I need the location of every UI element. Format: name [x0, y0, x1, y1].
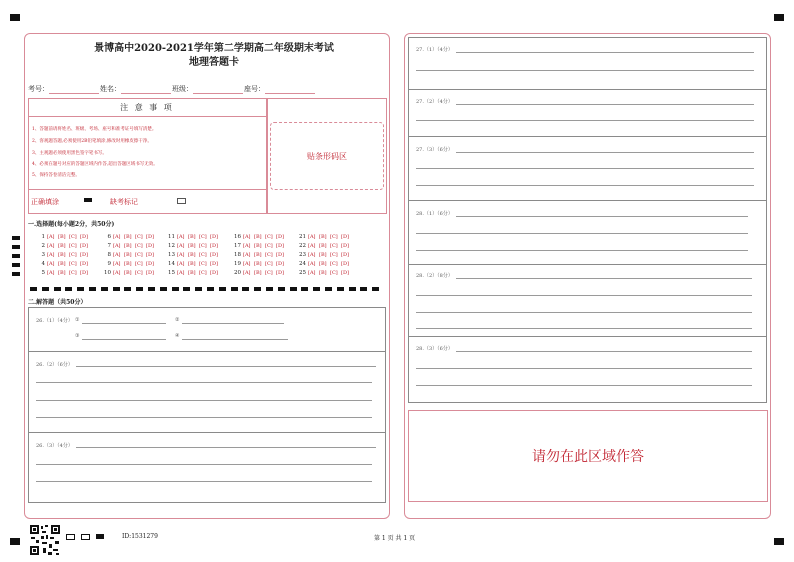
- question-number: 7: [107, 243, 111, 249]
- question-number: 20: [234, 270, 241, 276]
- choice-question: [297, 234, 352, 240]
- class-field[interactable]: 班级：: [172, 84, 243, 94]
- barcode-area: 贴条形码区: [270, 122, 384, 190]
- answer-line[interactable]: [416, 368, 752, 369]
- answer-line[interactable]: [182, 339, 288, 340]
- timing-dash: [360, 287, 367, 291]
- choice-question: [297, 243, 352, 249]
- corner-mark-bottom-right: [774, 538, 784, 545]
- answer-divider: [408, 336, 766, 337]
- choice-question: [297, 270, 352, 276]
- answer-divider: [28, 432, 385, 433]
- timing-dash: [124, 287, 131, 291]
- absent-checkbox[interactable]: [177, 198, 186, 204]
- correct-fill-label: 正确填涂: [31, 198, 59, 206]
- q28-2-label: 28.（2）（8分）: [416, 273, 453, 279]
- answer-line[interactable]: [416, 70, 754, 71]
- answer-divider: [28, 351, 385, 352]
- timing-dash: [313, 287, 320, 291]
- question-number: 3: [41, 252, 45, 258]
- answer-bubble[interactable]: [B]: [124, 270, 132, 276]
- answer-bubble[interactable]: [C]: [135, 270, 143, 276]
- answer-bubble[interactable]: [C]: [265, 261, 273, 267]
- answer-bubble[interactable]: [D]: [210, 270, 218, 276]
- question-number: 23: [299, 252, 306, 258]
- timing-dash: [89, 287, 96, 291]
- choice-question: [102, 270, 157, 276]
- answer-bubble[interactable]: [B]: [254, 234, 262, 240]
- choice-question: [232, 261, 287, 267]
- answer-line[interactable]: [416, 233, 748, 234]
- answer-bubble[interactable]: [B]: [254, 243, 262, 249]
- timing-dash: [183, 287, 190, 291]
- question-number: 13: [168, 252, 175, 258]
- question-number: 2: [41, 243, 45, 249]
- timing-dash: [195, 287, 202, 291]
- answer-bubble[interactable]: [A]: [243, 234, 251, 240]
- question-number: 18: [234, 252, 241, 258]
- answer-bubble[interactable]: [B]: [124, 261, 132, 267]
- question-number: 22: [299, 243, 306, 249]
- answer-bubble[interactable]: [D]: [146, 270, 154, 276]
- right-answer-box: [408, 37, 767, 403]
- answer-bubble[interactable]: [D]: [80, 261, 88, 267]
- row-mark: [12, 272, 20, 276]
- notice-item: 3、主观题必须使用黑色签字笔书写。: [32, 151, 107, 156]
- answer-bubble[interactable]: [B]: [319, 252, 327, 258]
- q27-2-label: 27.（2）（4分）: [416, 99, 453, 105]
- answer-bubble[interactable]: [D]: [80, 252, 88, 258]
- answer-bubble[interactable]: [D]: [146, 261, 154, 267]
- row-mark: [12, 254, 20, 258]
- answer-bubble[interactable]: [D]: [276, 270, 284, 276]
- answer-bubble[interactable]: [B]: [188, 270, 196, 276]
- answer-bubble[interactable]: [D]: [210, 234, 218, 240]
- q27-1-label: 27.（1）（4分）: [416, 47, 453, 53]
- answer-divider: [408, 200, 766, 201]
- timing-dash: [254, 287, 261, 291]
- choice-question: [166, 243, 221, 249]
- answer-line[interactable]: [416, 168, 754, 169]
- answer-line[interactable]: [416, 185, 754, 186]
- q26-1-mark-3: ③: [75, 333, 80, 339]
- answer-line[interactable]: [456, 351, 752, 352]
- answer-bubble[interactable]: [D]: [341, 234, 349, 240]
- answer-bubble[interactable]: [D]: [146, 252, 154, 258]
- answer-bubble[interactable]: [A]: [47, 252, 55, 258]
- answer-bubble[interactable]: [D]: [80, 270, 88, 276]
- timing-dash: [160, 287, 167, 291]
- timing-dash: [77, 287, 84, 291]
- choice-question: [166, 270, 221, 276]
- answer-line[interactable]: [456, 52, 754, 53]
- answer-bubble[interactable]: [A]: [177, 270, 185, 276]
- answer-bubble[interactable]: [A]: [47, 261, 55, 267]
- timing-dash: [337, 287, 344, 291]
- timing-dash: [65, 287, 72, 291]
- question-number: 5: [41, 270, 45, 276]
- answer-divider: [408, 89, 766, 90]
- answer-bubble[interactable]: [A]: [177, 243, 185, 249]
- answer-bubble[interactable]: [B]: [124, 234, 132, 240]
- answer-bubble[interactable]: [C]: [330, 234, 338, 240]
- answer-divider: [408, 136, 766, 137]
- answer-line[interactable]: [76, 366, 376, 367]
- choice-question: [102, 261, 157, 267]
- question-number: 25: [299, 270, 306, 276]
- timing-dash: [172, 287, 179, 291]
- answer-line[interactable]: [36, 464, 372, 465]
- answer-line[interactable]: [416, 120, 754, 121]
- timing-dash: [372, 287, 379, 291]
- answer-bubble[interactable]: [C]: [199, 243, 207, 249]
- answer-line[interactable]: [36, 417, 372, 418]
- answer-bubble[interactable]: [C]: [69, 261, 77, 267]
- answer-section-heading: 二.解答题（共50分）: [28, 299, 87, 306]
- choice-question: [166, 261, 221, 267]
- answer-bubble[interactable]: [B]: [58, 261, 66, 267]
- question-number: 15: [168, 270, 175, 276]
- corner-mark-top-right: [774, 14, 784, 21]
- answer-line[interactable]: [416, 328, 752, 329]
- answer-bubble[interactable]: [B]: [58, 252, 66, 258]
- answer-bubble[interactable]: [A]: [243, 252, 251, 258]
- footer-checkbox: [81, 534, 90, 540]
- choice-question: [166, 234, 221, 240]
- notice-title: 注 意 事 项: [120, 103, 174, 112]
- answer-bubble[interactable]: [A]: [47, 243, 55, 249]
- answer-bubble[interactable]: [D]: [146, 234, 154, 240]
- answer-bubble[interactable]: [D]: [276, 234, 284, 240]
- answer-bubble[interactable]: [D]: [210, 261, 218, 267]
- notice-item: 1、答题前请将姓名、班级、考场、座号和准考证号填写清楚。: [32, 127, 157, 132]
- choice-question: [232, 234, 287, 240]
- qr-code-icon: [29, 524, 61, 556]
- answer-bubble[interactable]: [B]: [188, 261, 196, 267]
- row-mark: [12, 263, 20, 267]
- answer-line[interactable]: [36, 481, 372, 482]
- answer-line[interactable]: [456, 104, 754, 105]
- q26-2-label: 26.（2）（6分）: [36, 362, 73, 368]
- question-number: 21: [299, 234, 306, 240]
- answer-bubble[interactable]: [A]: [47, 270, 55, 276]
- question-number: 9: [107, 261, 111, 267]
- answer-bubble[interactable]: [A]: [177, 261, 185, 267]
- answer-bubble[interactable]: [D]: [341, 243, 349, 249]
- choice-question: [102, 252, 157, 258]
- q26-1-mark-1: ①: [75, 317, 80, 323]
- timing-dash: [231, 287, 238, 291]
- answer-bubble[interactable]: [C]: [199, 234, 207, 240]
- answer-bubble[interactable]: [B]: [188, 234, 196, 240]
- card-title: 地理答题卡: [189, 57, 239, 68]
- answer-bubble[interactable]: [D]: [341, 261, 349, 267]
- answer-bubble[interactable]: [B]: [319, 270, 327, 276]
- answer-bubble[interactable]: [C]: [135, 234, 143, 240]
- corner-mark-top-left: [10, 14, 20, 21]
- answer-bubble[interactable]: [A]: [113, 234, 121, 240]
- answer-bubble[interactable]: [B]: [58, 270, 66, 276]
- choice-question: [36, 270, 91, 276]
- q27-3-label: 27.（3）（6分）: [416, 147, 453, 153]
- answer-line[interactable]: [82, 339, 166, 340]
- q28-1-label: 28.（1）（6分）: [416, 211, 453, 217]
- answer-bubble[interactable]: [B]: [58, 234, 66, 240]
- exam-number-field[interactable]: 考号：: [28, 84, 99, 94]
- question-number: 4: [41, 261, 45, 267]
- answer-bubble[interactable]: [A]: [113, 243, 121, 249]
- question-number: 16: [234, 234, 241, 240]
- choice-question: [232, 252, 287, 258]
- answer-bubble[interactable]: [A]: [308, 252, 316, 258]
- answer-bubble[interactable]: [B]: [254, 261, 262, 267]
- answer-line[interactable]: [36, 382, 372, 383]
- footer-id: ID:1531279: [122, 533, 158, 540]
- answer-bubble[interactable]: [C]: [265, 234, 273, 240]
- timing-dash: [290, 287, 297, 291]
- answer-line[interactable]: [36, 400, 372, 401]
- answer-bubble[interactable]: [D]: [276, 261, 284, 267]
- q28-3-label: 28.（3）（6分）: [416, 346, 453, 352]
- answer-bubble[interactable]: [B]: [58, 243, 66, 249]
- answer-line[interactable]: [76, 447, 376, 448]
- timing-dash: [242, 287, 249, 291]
- answer-bubble[interactable]: [C]: [330, 270, 338, 276]
- timing-dash: [266, 287, 273, 291]
- answer-bubble[interactable]: [A]: [308, 270, 316, 276]
- question-number: 12: [168, 243, 175, 249]
- answer-line[interactable]: [456, 216, 748, 217]
- q26-1-mark-4: ④: [175, 333, 180, 339]
- answer-bubble[interactable]: [A]: [243, 261, 251, 267]
- exam-title: 景博高中2020-2021学年第二学期高二年级期末考试: [94, 43, 334, 54]
- q26-1-label: 26.（1）（4分）: [36, 318, 73, 324]
- timing-dash: [54, 287, 61, 291]
- footer-checkbox: [66, 534, 75, 540]
- timing-dash: [101, 287, 108, 291]
- choice-question: [232, 270, 287, 276]
- q26-3-label: 26.（3）（4分）: [36, 443, 73, 449]
- answer-bubble[interactable]: [D]: [341, 270, 349, 276]
- answer-line[interactable]: [416, 295, 752, 296]
- absent-label: 缺考标记: [110, 198, 138, 206]
- answer-bubble[interactable]: [A]: [177, 252, 185, 258]
- answer-bubble[interactable]: [D]: [80, 234, 88, 240]
- correct-fill-sample: [84, 198, 92, 202]
- answer-bubble[interactable]: [C]: [135, 261, 143, 267]
- answer-line[interactable]: [456, 152, 754, 153]
- answer-bubble[interactable]: [C]: [265, 252, 273, 258]
- choice-question: [36, 243, 91, 249]
- notice-divider-bottom: [28, 189, 266, 190]
- answer-bubble[interactable]: [D]: [210, 252, 218, 258]
- timing-dash: [349, 287, 356, 291]
- answer-bubble[interactable]: [A]: [243, 243, 251, 249]
- answer-divider: [408, 264, 766, 265]
- answer-bubble[interactable]: [A]: [113, 261, 121, 267]
- answer-bubble[interactable]: [B]: [254, 270, 262, 276]
- seat-field[interactable]: 座号：: [244, 84, 315, 94]
- choice-question: [297, 261, 352, 267]
- answer-bubble[interactable]: [D]: [146, 243, 154, 249]
- answer-bubble[interactable]: [A]: [308, 234, 316, 240]
- notice-item: 4、必须在题号对应的答题区域内作答,超出答题区域书写无效。: [32, 162, 158, 167]
- corner-mark-bottom-left: [10, 538, 20, 545]
- answer-bubble[interactable]: [C]: [330, 261, 338, 267]
- answer-bubble[interactable]: [D]: [210, 243, 218, 249]
- timing-dash: [278, 287, 285, 291]
- choice-question: [297, 252, 352, 258]
- notice-divider: [28, 116, 266, 117]
- timing-dash: [148, 287, 155, 291]
- answer-bubble[interactable]: [C]: [199, 261, 207, 267]
- notice-item: 2、客观题答题,必须使用2B铅笔填涂,修改时用橡皮擦干净。: [32, 139, 152, 144]
- choice-question: [36, 261, 91, 267]
- question-number: 24: [299, 261, 306, 267]
- answer-bubble[interactable]: [C]: [69, 234, 77, 240]
- answer-line[interactable]: [416, 385, 752, 386]
- question-number: 10: [104, 270, 111, 276]
- row-mark: [12, 236, 20, 240]
- answer-bubble[interactable]: [C]: [265, 243, 273, 249]
- notice-item: 5、保持答卷清洁完整。: [32, 173, 80, 178]
- answer-bubble[interactable]: [B]: [319, 261, 327, 267]
- answer-bubble[interactable]: [B]: [188, 243, 196, 249]
- name-field[interactable]: 姓名：: [100, 84, 171, 94]
- question-number: 11: [168, 234, 175, 240]
- answer-bubble[interactable]: [C]: [199, 270, 207, 276]
- no-write-area: 请勿在此区域作答: [408, 410, 768, 502]
- answer-bubble[interactable]: [B]: [124, 243, 132, 249]
- choice-question: [232, 243, 287, 249]
- answer-bubble[interactable]: [B]: [254, 252, 262, 258]
- choice-section-heading: 一.选择题(每小题2分，共50分): [28, 221, 115, 228]
- answer-bubble[interactable]: [C]: [199, 252, 207, 258]
- answer-bubble[interactable]: [C]: [135, 252, 143, 258]
- footer-page: 第 1 页 共 1 页: [374, 535, 416, 542]
- question-number: 14: [168, 261, 175, 267]
- question-number: 6: [107, 234, 111, 240]
- answer-line[interactable]: [456, 278, 752, 279]
- choice-question: [36, 234, 91, 240]
- answer-line[interactable]: [416, 312, 752, 313]
- answer-bubble[interactable]: [A]: [308, 243, 316, 249]
- answer-bubble[interactable]: [D]: [276, 252, 284, 258]
- choice-question: [36, 252, 91, 258]
- choice-question: [102, 243, 157, 249]
- timing-dash: [219, 287, 226, 291]
- choice-question: [102, 234, 157, 240]
- timing-dash: [113, 287, 120, 291]
- timing-dash: [136, 287, 143, 291]
- answer-bubble[interactable]: [A]: [47, 234, 55, 240]
- answer-bubble[interactable]: [C]: [69, 243, 77, 249]
- answer-bubble[interactable]: [A]: [177, 234, 185, 240]
- answer-bubble[interactable]: [B]: [319, 243, 327, 249]
- question-number: 19: [234, 261, 241, 267]
- answer-bubble[interactable]: [A]: [113, 252, 121, 258]
- row-mark: [12, 245, 20, 249]
- q26-1-mark-2: ②: [175, 317, 180, 323]
- answer-bubble[interactable]: [C]: [135, 243, 143, 249]
- timing-dash: [207, 287, 214, 291]
- answer-bubble[interactable]: [B]: [319, 234, 327, 240]
- answer-bubble[interactable]: [C]: [69, 252, 77, 258]
- question-number: 17: [234, 243, 241, 249]
- question-number: 8: [107, 252, 111, 258]
- answer-line[interactable]: [416, 250, 748, 251]
- timing-dash: [30, 287, 37, 291]
- answer-line[interactable]: [82, 323, 166, 324]
- answer-bubble[interactable]: [B]: [188, 252, 196, 258]
- footer-filled-mark: [96, 534, 104, 539]
- answer-bubble[interactable]: [A]: [243, 270, 251, 276]
- answer-bubble[interactable]: [C]: [330, 252, 338, 258]
- answer-line[interactable]: [182, 323, 284, 324]
- answer-bubble[interactable]: [D]: [276, 243, 284, 249]
- choice-question: [166, 252, 221, 258]
- answer-bubble[interactable]: [C]: [69, 270, 77, 276]
- answer-bubble[interactable]: [B]: [124, 252, 132, 258]
- answer-bubble[interactable]: [C]: [330, 243, 338, 249]
- timing-dash: [301, 287, 308, 291]
- answer-bubble[interactable]: [A]: [308, 261, 316, 267]
- answer-bubble[interactable]: [C]: [265, 270, 273, 276]
- answer-box-26: [28, 307, 386, 503]
- answer-bubble[interactable]: [D]: [341, 252, 349, 258]
- question-number: 1: [41, 234, 45, 240]
- timing-dash: [325, 287, 332, 291]
- answer-bubble[interactable]: [A]: [113, 270, 121, 276]
- answer-bubble[interactable]: [D]: [80, 243, 88, 249]
- timing-dash: [42, 287, 49, 291]
